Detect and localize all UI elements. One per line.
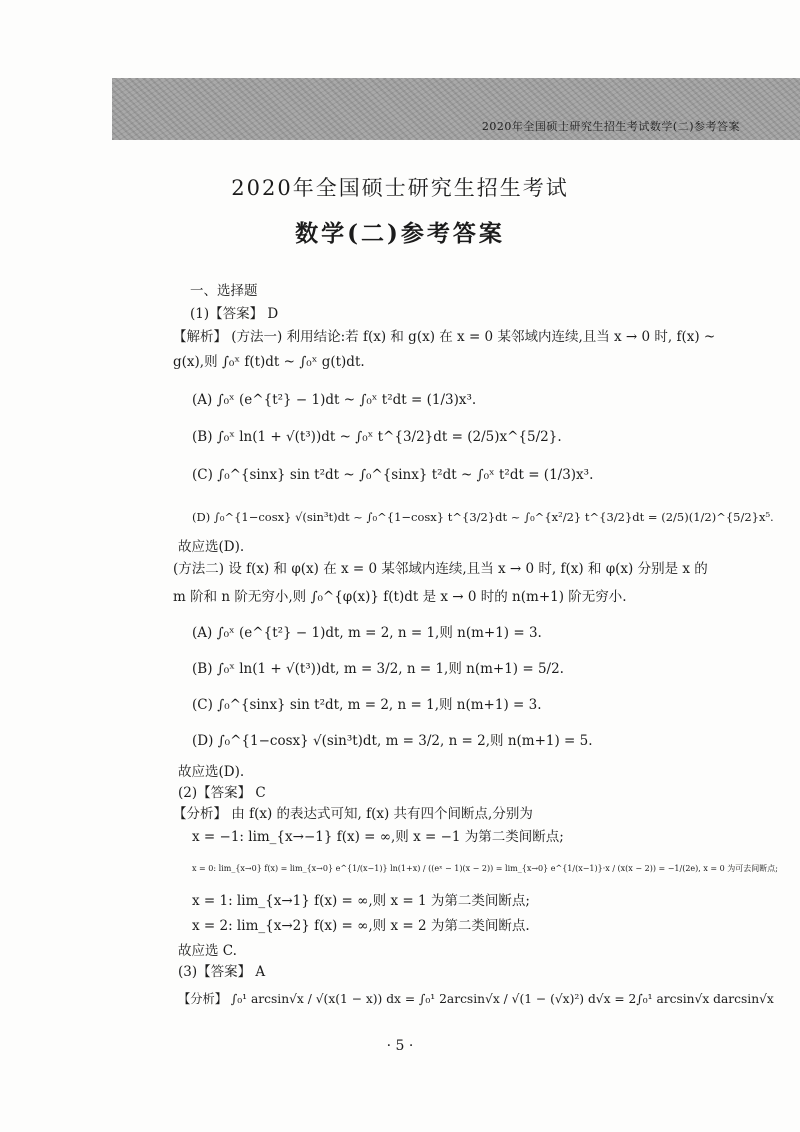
text-line: x = −1: lim_{x→−1} f(x) = ∞,则 x = −1 为第二类间断点; bbox=[192, 829, 564, 845]
text-line: x = 1: lim_{x→1} f(x) = ∞,则 x = 1 为第二类间断点; bbox=[192, 893, 530, 909]
document-subtitle: 数学(二)参考答案 bbox=[295, 220, 505, 247]
text-line: (B) ∫₀ˣ ln(1 + √(t³))dt ~ ∫₀ˣ t^{3/2}dt = (2/5)x^{5/2}. bbox=[192, 429, 562, 445]
text-line: (3)【答案】 A bbox=[178, 964, 266, 980]
text-line: (方法二) 设 f(x) 和 φ(x) 在 x = 0 某邻域内连续,且当 x → 0 时, f(x) 和 φ(x) 分别是 x 的 bbox=[173, 561, 708, 577]
text-line: (A) ∫₀ˣ (e^{t²} − 1)dt ~ ∫₀ˣ t²dt = (1/3)x³. bbox=[192, 392, 477, 408]
text-line: 【分析】 由 f(x) 的表达式可知, f(x) 共有四个间断点,分别为 bbox=[173, 806, 533, 822]
text-line: 故应选(D). bbox=[178, 539, 245, 555]
text-line: (A) ∫₀ˣ (e^{t²} − 1)dt, m = 2, n = 1,则 n(m+1) = 3. bbox=[192, 625, 542, 641]
text-line: x = 0: lim_{x→0} f(x) = lim_{x→0} e^{1/(x−1)} ln(1+x) / ((eˣ − 1)(x − 2)) = lim_{x→0} e^{1/(x−1)}·x / (x(x − 2)) = −1/(2e), x = 0 为可去间断点; bbox=[192, 864, 778, 873]
text-line: (1)【答案】 D bbox=[190, 306, 279, 322]
page-number: · 5 · bbox=[386, 1038, 414, 1054]
document-title: 2020年全国硕士研究生招生考试 bbox=[231, 176, 569, 200]
text-line: (C) ∫₀^{sinx} sin t²dt ~ ∫₀^{sinx} t²dt ~ ∫₀ˣ t²dt = (1/3)x³. bbox=[192, 467, 594, 483]
text-line: g(x),则 ∫₀ˣ f(t)dt ~ ∫₀ˣ g(t)dt. bbox=[173, 354, 365, 370]
text-line: (B) ∫₀ˣ ln(1 + √(t³))dt, m = 3/2, n = 1,则 n(m+1) = 5/2. bbox=[192, 661, 564, 677]
text-line: 【解析】 (方法一) 利用结论:若 f(x) 和 g(x) 在 x = 0 某邻域内连续,且当 x → 0 时, f(x) ~ bbox=[173, 329, 716, 345]
text-line: 【分析】 ∫₀¹ arcsin√x / √(x(1 − x)) dx = ∫₀¹ 2arcsin√x / √(1 − (√x)²) d√x = 2∫₀¹ arcsin√x darcsin√x bbox=[178, 992, 774, 1006]
section-heading: 一、选择题 bbox=[190, 283, 258, 299]
text-line: x = 2: lim_{x→2} f(x) = ∞,则 x = 2 为第二类间断点. bbox=[192, 918, 530, 934]
text-line: (2)【答案】 C bbox=[178, 785, 266, 801]
text-line: 故应选(D). bbox=[178, 764, 245, 780]
text-line: (D) ∫₀^{1−cosx} √(sin³t)dt ~ ∫₀^{1−cosx} t^{3/2}dt ~ ∫₀^{x²/2} t^{3/2}dt = (2/5)(1/2)^{5/2}x⁵. bbox=[192, 510, 774, 524]
text-line: m 阶和 n 阶无穷小,则 ∫₀^{φ(x)} f(t)dt 是 x → 0 时的 n(m+1) 阶无穷小. bbox=[173, 589, 627, 605]
running-head: 2020年全国硕士研究生招生考试数学(二)参考答案 bbox=[481, 120, 740, 133]
text-line: (D) ∫₀^{1−cosx} √(sin³t)dt, m = 3/2, n = 2,则 n(m+1) = 5. bbox=[192, 733, 593, 749]
text-line: 故应选 C. bbox=[178, 943, 237, 959]
text-line: (C) ∫₀^{sinx} sin t²dt, m = 2, n = 1,则 n(m+1) = 3. bbox=[192, 697, 542, 713]
